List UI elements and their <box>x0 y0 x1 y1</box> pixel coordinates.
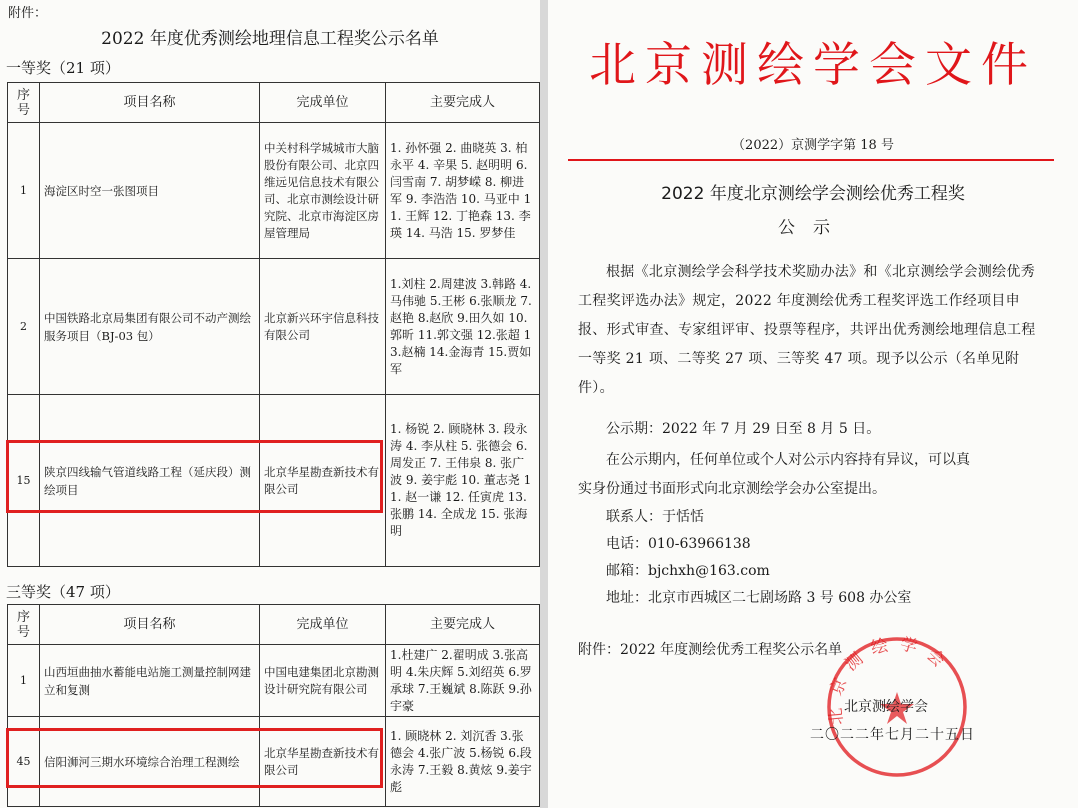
org-header: 北京测绘学会文件 <box>589 38 1037 93</box>
address-text: 地址：北京市西城区二七剧场路 3 号 608 办公室 <box>606 590 912 606</box>
row-unit: 中关村科学城城市大脑股份有限公司、北京四维远见信息技术有限公司、北京市测绘设计研究院、北京市海淀区房屋管理局 <box>260 123 386 259</box>
col-header-project: 项目名称 <box>40 83 260 123</box>
row-people: 1.刘柱 2.周建波 3.韩路 4.马伟驰 5.王彬 6.张顺龙 7.赵艳 8.赵欣 9.田久如 10.郭昕 11.郭文强 12.张超 13.赵楠 14.金海青 15.贾如军 <box>386 259 540 395</box>
col-header-people: 主要完成人 <box>386 83 540 123</box>
highlight-box <box>6 440 383 513</box>
row-project: 陕京四线输气管道线路工程（延庆段）测绘项目 <box>40 395 260 567</box>
col-header-unit: 完成单位 <box>260 83 386 123</box>
row-people: 1. 杨锐 2. 顾晓林 3. 段永涛 4. 李从柱 5. 张德会 6. 周发正 7. 王伟泉 8. 张广波 9. 姜宇彪 10. 董志尧 11. 赵一谦 12. 任寅虎 13. 张鹏 14. 全成龙 15. 张海明 <box>386 395 540 567</box>
row-people: 1. 孙怀强 2. 曲晓英 3. 柏永平 4. 辛果 5. 赵明明 6. 闫雪南 7. 胡梦嵘 8. 柳进军 9. 李浩浩 10. 马亚中 11. 王辉 12. 丁艳森 13. 李瑛 14. 马浩 15. 罗梦佳 <box>386 123 540 259</box>
row-unit: 北京华星勘查新技术有限公司 <box>260 395 386 567</box>
attachment-note: 附件：2022 年度测绘优秀工程奖公示名单 <box>578 642 843 658</box>
row-no: 1 <box>8 123 40 259</box>
table-row <box>8 123 540 259</box>
row-project: 海淀区时空一张图项目 <box>40 123 260 259</box>
table-header-row <box>8 83 540 123</box>
first-prize-heading: 一等奖（21 项） <box>6 59 120 77</box>
announcement-title: 2022 年度北京测绘学会测绘优秀工程奖 <box>661 184 965 204</box>
contact-text: 联系人：于恬恬 <box>606 509 704 525</box>
period-text: 公示期：2022 年 7 月 29 日至 8 月 5 日。 <box>606 421 881 437</box>
col-header-project: 项目名称 <box>40 605 260 645</box>
table-row <box>8 259 540 395</box>
highlight-box <box>6 728 383 788</box>
email-text: 邮箱：bjchxh@163.com <box>606 563 770 579</box>
objection-text-cont: 实身份通过书面形式向北京测绘学会办公室提出。 <box>578 481 886 497</box>
row-no: 2 <box>8 259 40 395</box>
issue-date: 二〇二二年七月二十五日 <box>810 727 975 743</box>
col-header-unit: 完成单位 <box>260 605 386 645</box>
objection-text: 在公示期内，任何单位或个人对公示内容持有异议，可以真 <box>606 452 970 468</box>
third-prize-heading: 三等奖（47 项） <box>6 583 120 601</box>
announcement-subtitle: 公示 <box>778 218 848 238</box>
signature: 北京测绘学会 <box>844 699 928 715</box>
row-people: 1.杜建广 2.翟明成 3.张高明 4.朱庆辉 5.刘绍英 6.罗承球 7.王巍斌 8.陈跃 9.孙宇豪 <box>386 645 540 717</box>
attachment-label: 附件： <box>8 6 48 21</box>
announcement-page <box>548 0 1078 808</box>
row-unit: 北京新兴环宇信息科技有限公司 <box>260 259 386 395</box>
red-divider <box>568 159 1054 161</box>
row-project: 中国铁路北京局集团有限公司不动产测绘服务项目（BJ-03 包） <box>40 259 260 395</box>
phone-text: 电话：010-63966138 <box>606 536 751 552</box>
row-no: 1 <box>8 645 40 717</box>
row-no: 15 <box>8 395 40 567</box>
col-header-no: 序号 <box>8 83 40 123</box>
table-header-row <box>8 605 540 645</box>
seal-text: 北京测绘学会 <box>825 633 956 726</box>
row-unit: 北京华星勘查新技术有限公司 <box>260 717 386 807</box>
doc-number: （2022）京测学字第 18 号 <box>732 138 894 153</box>
row-no: 45 <box>8 717 40 807</box>
row-project: 信阳浉河三期水环境综合治理工程测绘 <box>40 717 260 807</box>
row-people: 1. 顾晓林 2. 刘沉香 3.张德会 4.张广波 5.杨锐 6.段永涛 7.王毅 8.黄炫 9.姜宇彪 <box>386 717 540 807</box>
col-header-people: 主要完成人 <box>386 605 540 645</box>
table-row <box>8 645 540 717</box>
col-header-no: 序号 <box>8 605 40 645</box>
row-project: 山西垣曲抽水蓄能电站施工测量控制网建立和复测 <box>40 645 260 717</box>
list-title: 2022 年度优秀测绘地理信息工程奖公示名单 <box>101 29 439 49</box>
row-unit: 中国电建集团北京勘测设计研究院有限公司 <box>260 645 386 717</box>
announcement-body: 根据《北京测绘学会科学技术奖励办法》和《北京测绘学会测绘优秀工程奖评选办法》规定，2022 年度测绘优秀工程奖评选工作经项目申报、形式审查、专家组评审、投票等程序，共评出优秀测绘地理信息工程一等奖 21 项、二等奖 27 项、三等奖 47 项。现予以公示（名单见附件）。 <box>578 264 1036 396</box>
